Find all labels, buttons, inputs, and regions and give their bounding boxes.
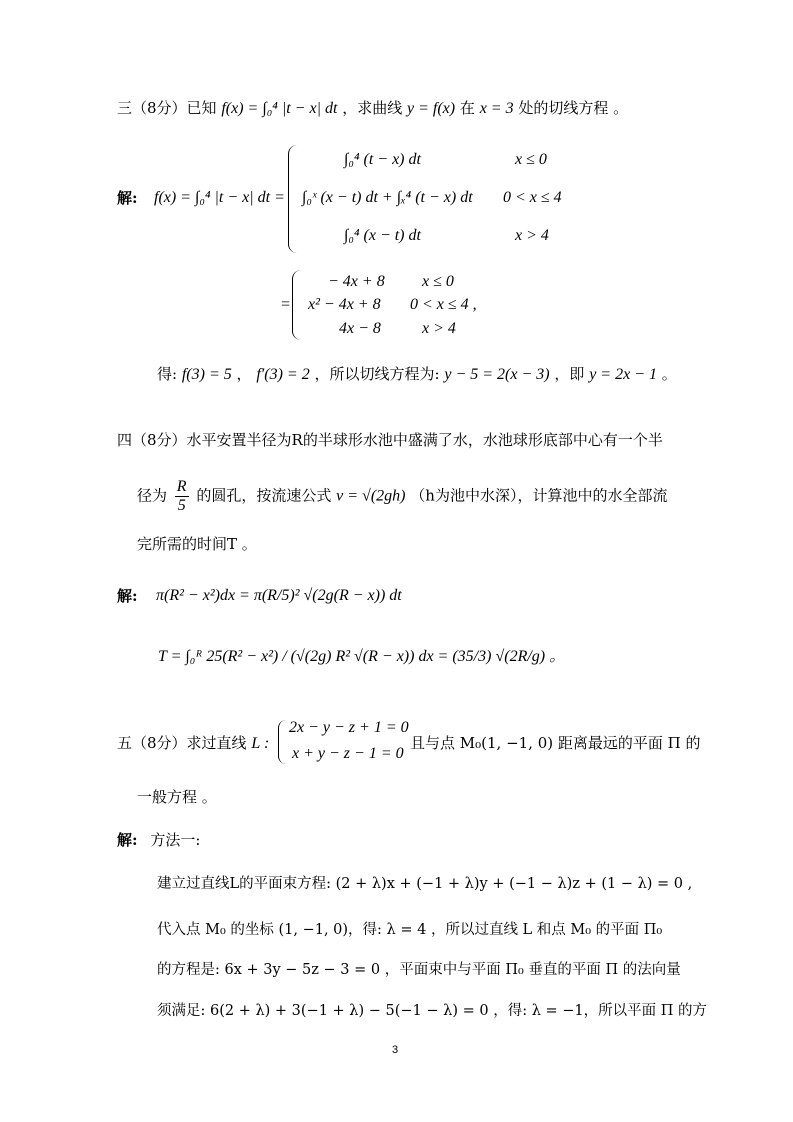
sol3-text: ，即 <box>554 365 585 383</box>
sol4-eq1: π(R² − x²)dx = π(R/5)² √(2g(R − x)) dt <box>156 587 402 604</box>
sol3-piece2-expr: x² − 4x + 8 <box>308 296 381 313</box>
sol3-case3-cond: x > 4 <box>515 227 549 244</box>
sol3-piece1-expr: − 4x + 8 <box>328 273 385 290</box>
q3-text: 在 <box>459 99 475 117</box>
sol5-line1: 建立过直线L的平面束方程: (2 + λ)x + (−1 + λ)y + (−1 − λ)z + (1 − λ) = 0 , <box>157 876 693 892</box>
sol5-method: 方法一: <box>150 831 201 849</box>
q4-text: 的圆孔，按流速公式 <box>196 486 332 505</box>
q5-tail: 且与点 M₀(1, −1, 0) 距离最远的平面 Π 的 <box>410 734 701 752</box>
sol3-label: 解: <box>117 189 138 207</box>
sol4-eq2: T = ∫₀ᴿ 25(R² − x²) / (√(2g) R² √(R − x)) dx = (35/3) √(2R/g) 。 <box>158 648 566 665</box>
q5-line2: 一般方程 。 <box>137 788 217 806</box>
sol3-fprime3: f′(3) = 2 <box>256 366 310 383</box>
q4-fraction <box>175 478 189 515</box>
sol3-eq: = <box>280 296 291 313</box>
sol3-case1-expr: ∫₀⁴ (t − x) dt <box>344 151 421 168</box>
q3-x-value: x = 3 <box>479 100 514 117</box>
q4-line3: 完所需的时间T 。 <box>137 535 257 553</box>
q5-brace <box>278 720 286 764</box>
q5-head <box>117 733 269 754</box>
sol3-case2-cond: 0 < x ≤ 4 <box>503 189 562 206</box>
sol3-conclusion <box>157 364 677 385</box>
sol3-piece2-cond: 0 < x ≤ 4 , <box>410 296 477 313</box>
q3-text: 处的切线方程 。 <box>518 99 629 117</box>
q4-text: 径为 <box>137 486 168 505</box>
sol5-label: 解: <box>117 831 138 849</box>
sol3-piece1-cond: x ≤ 0 <box>422 273 454 290</box>
sol5-head <box>117 830 200 850</box>
sol3-final-eq: y = 2x − 1 <box>589 366 657 383</box>
sol3-piece3-expr: 4x − 8 <box>339 320 381 337</box>
q5-line-name: L : <box>251 735 270 752</box>
q4-frac-num: R <box>176 478 187 495</box>
sol5-line4: 须满足: 6(2 + λ) + 3(−1 + λ) − 5(−1 − λ) = 0 ，得: λ = −1，所以平面 Π 的方 <box>157 1003 707 1019</box>
q3-heading: 三（8分）已知 <box>117 99 217 117</box>
q4-frac-den: 5 <box>177 497 186 514</box>
q4-text: （h为池中水深），计算池中的水全部流 <box>410 486 668 505</box>
q3-statement <box>117 98 628 119</box>
sol3-text: ， <box>236 365 252 383</box>
sol4-label: 解: <box>117 587 138 605</box>
sol3-case3-expr: ∫₀⁴ (x − t) dt <box>344 227 421 244</box>
sol3-f3: f(3) = 5 <box>181 366 232 383</box>
sol3-brace-1 <box>288 145 297 253</box>
sol3-text: 得: <box>157 365 178 383</box>
sol5-line3: 的方程是: 6x + 3y − 5z − 3 = 0 ，平面束中与平面 Π₀ 垂直的平面 Π 的法向量 <box>157 962 681 978</box>
q3-curve: y = f(x) <box>407 100 456 117</box>
q3-function-def: f(x) = ∫₀⁴ |t − x| dt <box>221 100 338 117</box>
q4-velocity-formula: v = √(2gh) <box>336 487 406 505</box>
sol3-text: ，所以切线方程为: <box>314 365 440 383</box>
sol3-tangent-eq: y − 5 = 2(x − 3) <box>444 366 550 383</box>
q5-heading: 五（8分）求过直线 <box>117 734 247 752</box>
q5-system-eq1: 2x − y − z + 1 = 0 <box>289 719 409 736</box>
sol3-case1-cond: x ≤ 0 <box>515 151 547 168</box>
sol3-lhs: f(x) = ∫₀⁴ |t − x| dt = <box>154 189 285 206</box>
q4-line1: 四（8分）水平安置半径为R的半球形水池中盛满了水，水池球形底部中心有一个半 <box>117 431 663 449</box>
sol5-line2: 代入点 M₀ 的坐标 (1, −1, 0)，得: λ = 4 ，所以过直线 L 和点 M₀ 的平面 Π₀ <box>157 922 663 938</box>
sol3-case2-expr: ∫₀ˣ (x − t) dt + ∫ₓ⁴ (t − x) dt <box>302 189 473 206</box>
sol3-brace-2 <box>292 270 301 340</box>
q5-system-eq2: x + y − z − 1 = 0 <box>292 745 404 762</box>
page-number: 3 <box>392 1044 399 1056</box>
q3-text: ，求曲线 <box>342 99 403 117</box>
sol3-text: 。 <box>661 365 677 383</box>
sol3-piece3-cond: x > 4 <box>422 320 456 337</box>
q4-line2 <box>137 478 667 515</box>
